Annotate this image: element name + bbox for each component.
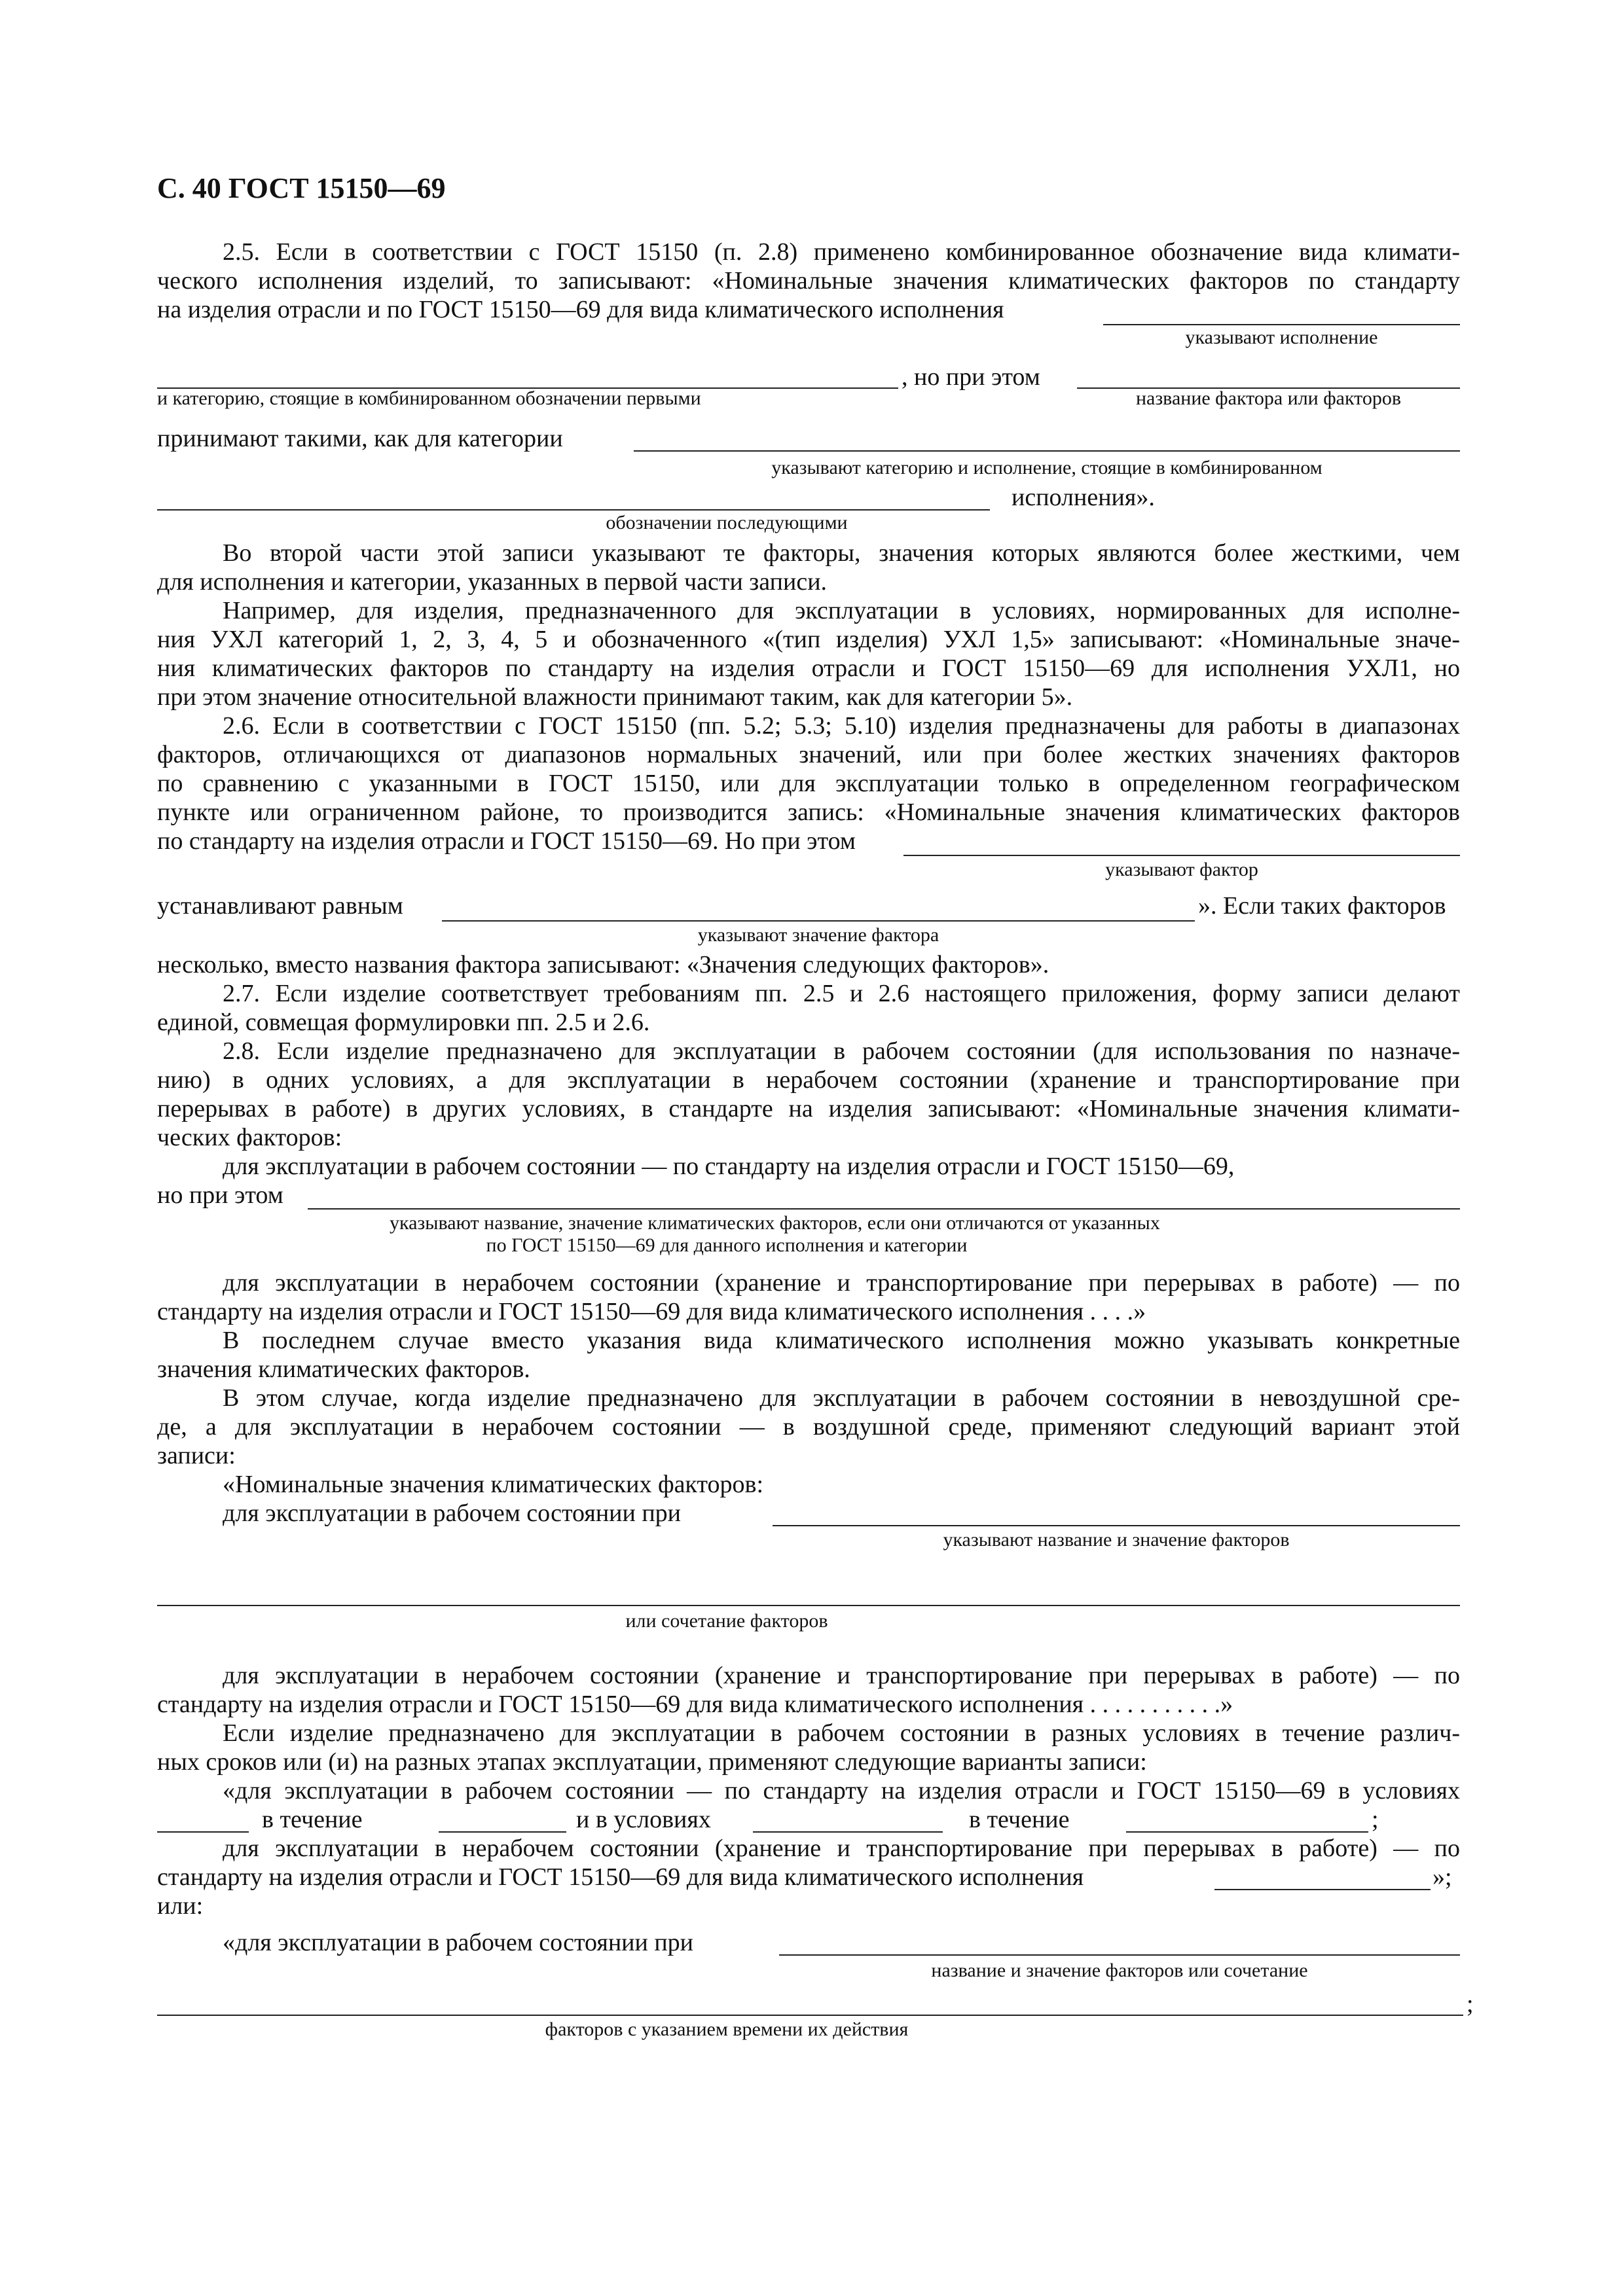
caption-execution-category: по ГОСТ 15150—69 для данного исполнения и категории <box>486 1234 968 1256</box>
p27-line2: единой, совмещая формулировки пп. 2.5 и 2.6. <box>157 1009 650 1036</box>
blank-line <box>753 1831 943 1833</box>
caption-execution: указывают исполнение <box>1185 327 1378 348</box>
p27-line1: 2.7. Если изделие соответствует требованиям пп. 2.5 и 2.6 настоящего приложения, форму записи делают <box>223 980 1460 1007</box>
p26-line4: пункте или ограниченном районе, то производится запись: «Номинальные значения климатических факторов <box>157 798 1460 826</box>
blank-line <box>1214 1889 1431 1890</box>
blank-line <box>779 1954 1460 1956</box>
p26-line2: факторов, отличающихся от диапазонов нормальных значений, или при более жестких значениях факторов <box>157 741 1460 768</box>
p28-line25: «для эксплуатации в рабочем состоянии при <box>223 1929 693 1956</box>
p28-line1: 2.8. Если изделие предназначено для эксплуатации в рабочем состоянии (для использования по назначе- <box>223 1037 1460 1065</box>
p26-line6-end: ». Если таких факторов <box>1198 892 1446 920</box>
page-header: С. 40 ГОСТ 15150—69 <box>157 172 446 204</box>
p25-line4-mid: , но при этом <box>902 363 1040 391</box>
blank-line <box>634 450 1460 452</box>
p28-line5: для эксплуатации в рабочем состоянии — по стандарту на изделия отрасли и ГОСТ 15150—69, <box>223 1153 1235 1180</box>
caption-factor-names: название фактора или факторов <box>1135 387 1402 409</box>
example-line4: при этом значение относительной влажности принимают таким, как для категории 5». <box>157 683 1073 711</box>
p25-line5: принимают такими, как для категории <box>157 425 563 452</box>
blank-line <box>903 855 1460 856</box>
caption-factor-combination: или сочетание факторов <box>625 1610 828 1632</box>
p28-line10: значения климатических факторов. <box>157 1355 530 1383</box>
p28-line6: но при этом <box>157 1181 283 1209</box>
p28-line21-d: ; <box>1372 1806 1379 1833</box>
p28-line2: нию) в одних условиях, а для эксплуатации в нерабочем состоянии (хранение и транспортирование при <box>157 1066 1460 1094</box>
blank-line <box>157 509 990 511</box>
p28-line3: перерывах в работе) в других условиях, в стандарте на изделия записывают: «Номинальные значения климати- <box>157 1095 1460 1122</box>
p28-line17: стандарту на изделия отрасли и ГОСТ 15150—69 для вида климатического исполнения . . . . . . . . . . .» <box>157 1691 1233 1718</box>
p28-line21-c: в течение <box>969 1806 1070 1833</box>
p25-line2: ческого исполнения изделий, то записывают: «Номинальные значения климатических факторов по стандарту <box>157 267 1460 295</box>
p28-line4: ческих факторов: <box>157 1124 342 1151</box>
example-line2: ния УХЛ категорий 1, 2, 3, 4, 5 и обозначенного «(тип изделия) УХЛ 1,5» записывают: «Номинальные значе- <box>157 626 1460 653</box>
p26-line7: несколько, вместо названия фактора записывают: «Значения следующих факторов». <box>157 951 1049 978</box>
p25-line3: на изделия отрасли и по ГОСТ 15150—69 для вида климатического исполнения <box>157 296 1004 323</box>
example-line3: ния климатических факторов по стандарту на изделия отрасли и ГОСТ 15150—69 для исполнения УХЛ1, но <box>157 655 1460 682</box>
blank-line <box>1103 324 1460 325</box>
p25-para2-line1: Во второй части этой записи указывают те факторы, значения которых являются более жесткими, чем <box>223 539 1460 567</box>
blank-line <box>442 920 1195 922</box>
p26-line1: 2.6. Если в соответствии с ГОСТ 15150 (пп. 5.2; 5.3; 5.10) изделия предназначены для работы в диапазонах <box>223 712 1460 740</box>
blank-line <box>157 2015 1463 2016</box>
p28-line9: В последнем случае вместо указания вида климатического исполнения можно указывать конкретные <box>223 1327 1460 1354</box>
blank-line <box>1126 1831 1368 1833</box>
p26-line3: по сравнению с указанными в ГОСТ 15150, или для эксплуатации только в определенном географическом <box>157 770 1460 797</box>
p28-line12: де, а для эксплуатации в нерабочем состоянии — в воздушной среде, применяют следующий вариант этой <box>157 1413 1460 1441</box>
p28-line7: для эксплуатации в нерабочем состоянии (хранение и транспортирование при перерывах в работе) — по <box>223 1269 1460 1297</box>
p28-line13: записи: <box>157 1442 236 1469</box>
blank-line <box>308 1208 1460 1210</box>
p28-line14: «Номинальные значения климатических факторов: <box>223 1471 763 1498</box>
p25-line1: 2.5. Если в соответствии с ГОСТ 15150 (п. 2.8) применено комбинированное обозначение вида климати- <box>223 238 1460 266</box>
p28-line26-end: ; <box>1467 1990 1474 2018</box>
caption-designation-subsequent: обозначении последующими <box>606 512 848 533</box>
caption-name-value-combination: название и значение факторов или сочетание <box>931 1960 1308 1981</box>
p28-line23-end: »; <box>1432 1863 1452 1891</box>
caption-factor-value: указывают значение фактора <box>697 924 939 946</box>
caption-factors-differ: указывают название, значение климатических факторов, если они отличаются от указанных <box>390 1212 1160 1234</box>
p28-line21-b: и в условиях <box>576 1806 711 1833</box>
p28-line22: для эксплуатации в нерабочем состоянии (хранение и транспортирование при перерывах в работе) — по <box>223 1835 1460 1862</box>
p28-line8: стандарту на изделия отрасли и ГОСТ 15150—69 для вида климатического исполнения . . . .» <box>157 1298 1146 1325</box>
blank-line <box>439 1831 566 1833</box>
p28-line15: для эксплуатации в рабочем состоянии при <box>223 1499 681 1527</box>
caption-category-first: и категорию, стоящие в комбинированном обозначении первыми <box>157 387 701 409</box>
caption-factor: указывают фактор <box>1105 859 1258 880</box>
p28-line16: для эксплуатации в нерабочем состоянии (хранение и транспортирование при перерывах в работе) — по <box>223 1662 1460 1689</box>
caption-factors-duration: факторов с указанием времени их действия <box>545 2018 909 2040</box>
p28-line11: В этом случае, когда изделие предназначено для эксплуатации в рабочем состоянии в невоздушной сре- <box>223 1384 1460 1412</box>
blank-line <box>773 1525 1460 1526</box>
p28-line18: Если изделие предназначено для эксплуатации в рабочем состоянии в разных условиях в течение различ- <box>223 1719 1460 1747</box>
example-line1: Например, для изделия, предназначенного для эксплуатации в условиях, нормированных для исполне- <box>223 597 1460 624</box>
caption-factor-name-value: указывают название и значение факторов <box>943 1529 1290 1551</box>
p26-line5: по стандарту на изделия отрасли и ГОСТ 15150—69. Но при этом <box>157 827 856 855</box>
caption-category-execution: указывают категорию и исполнение, стоящие в комбинированном <box>771 457 1322 478</box>
p25-line6-end: исполнения». <box>1012 484 1155 511</box>
p28-line21-a: в течение <box>262 1806 363 1833</box>
p26-line6: устанавливают равным <box>157 892 403 920</box>
p28-line20: «для эксплуатации в рабочем состоянии — по стандарту на изделия отрасли и ГОСТ 15150—69 в условиях <box>223 1777 1460 1804</box>
blank-line <box>157 1605 1460 1606</box>
p28-line24: или: <box>157 1892 204 1920</box>
blank-line <box>157 1831 249 1833</box>
p25-para2-line2: для исполнения и категории, указанных в первой части записи. <box>157 568 828 596</box>
p28-line23: стандарту на изделия отрасли и ГОСТ 15150—69 для вида климатического исполнения <box>157 1863 1084 1891</box>
p28-line19: ных сроков или (и) на разных этапах эксплуатации, применяют следующие варианты записи: <box>157 1748 1147 1776</box>
